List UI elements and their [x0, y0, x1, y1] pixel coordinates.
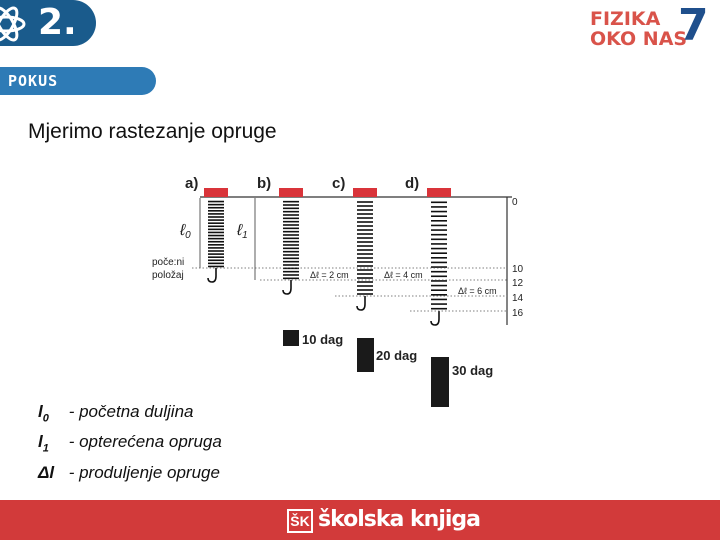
mount-b — [279, 188, 303, 197]
start-position-line1: poče:ni — [152, 257, 185, 268]
section-bar — [0, 67, 156, 95]
mount-a — [204, 188, 228, 197]
weight-label-30: 30 dag — [452, 363, 494, 378]
page-title: Mjerimo rastezanje opruge — [28, 120, 277, 143]
delta-c: Δℓ = 4 cm — [384, 270, 423, 280]
start-position-line2: položaj — [152, 270, 184, 281]
brand-line2: OKO NAS — [590, 28, 688, 50]
tick-0: 0 — [512, 197, 518, 208]
legend-row-delta: Δl - produljenje opruge — [38, 462, 220, 482]
label-b: b) — [257, 175, 272, 192]
label-a: a) — [185, 175, 199, 192]
label-d: d) — [405, 175, 420, 192]
weight-20 — [357, 338, 374, 372]
chapter-number: 2. — [38, 2, 77, 43]
tick-14: 14 — [512, 293, 524, 304]
mount-c — [353, 188, 377, 197]
footer-bar — [0, 500, 720, 540]
publisher-logo-icon: ŠK — [287, 509, 313, 533]
l0-label: ℓ0 — [180, 222, 191, 241]
spring-c — [357, 202, 373, 310]
l1-label: ℓ1 — [237, 222, 248, 241]
chapter-badge — [0, 0, 96, 46]
weight-10 — [283, 330, 299, 346]
brand-grade-number: 7 — [678, 0, 709, 51]
tick-10: 10 — [512, 264, 524, 275]
legend-row-l1: $l_1$ - opterećena opruga — [38, 432, 222, 455]
weight-30 — [431, 357, 449, 407]
mount-d — [427, 188, 451, 197]
publisher-name: školska knjiga — [318, 507, 480, 532]
weight-label-20: 20 dag — [376, 348, 418, 363]
brand-line1: FIZIKA — [590, 8, 661, 30]
atom-icon — [0, 2, 26, 46]
spring-a — [208, 202, 224, 282]
weight-label-10: 10 dag — [302, 332, 344, 347]
legend — [38, 400, 222, 491]
spring-d — [431, 202, 447, 325]
tick-12: 12 — [512, 278, 524, 289]
brand-logo — [590, 0, 710, 52]
legend-row-l0: $l_0$ - početna duljina — [38, 402, 194, 425]
tick-16: 16 — [512, 308, 524, 319]
delta-d: Δℓ = 6 cm — [458, 286, 497, 296]
spring-diagram — [140, 170, 540, 410]
section-label: POKUS — [8, 72, 59, 90]
delta-b: Δℓ = 2 cm — [310, 270, 349, 280]
label-c: c) — [332, 175, 346, 192]
